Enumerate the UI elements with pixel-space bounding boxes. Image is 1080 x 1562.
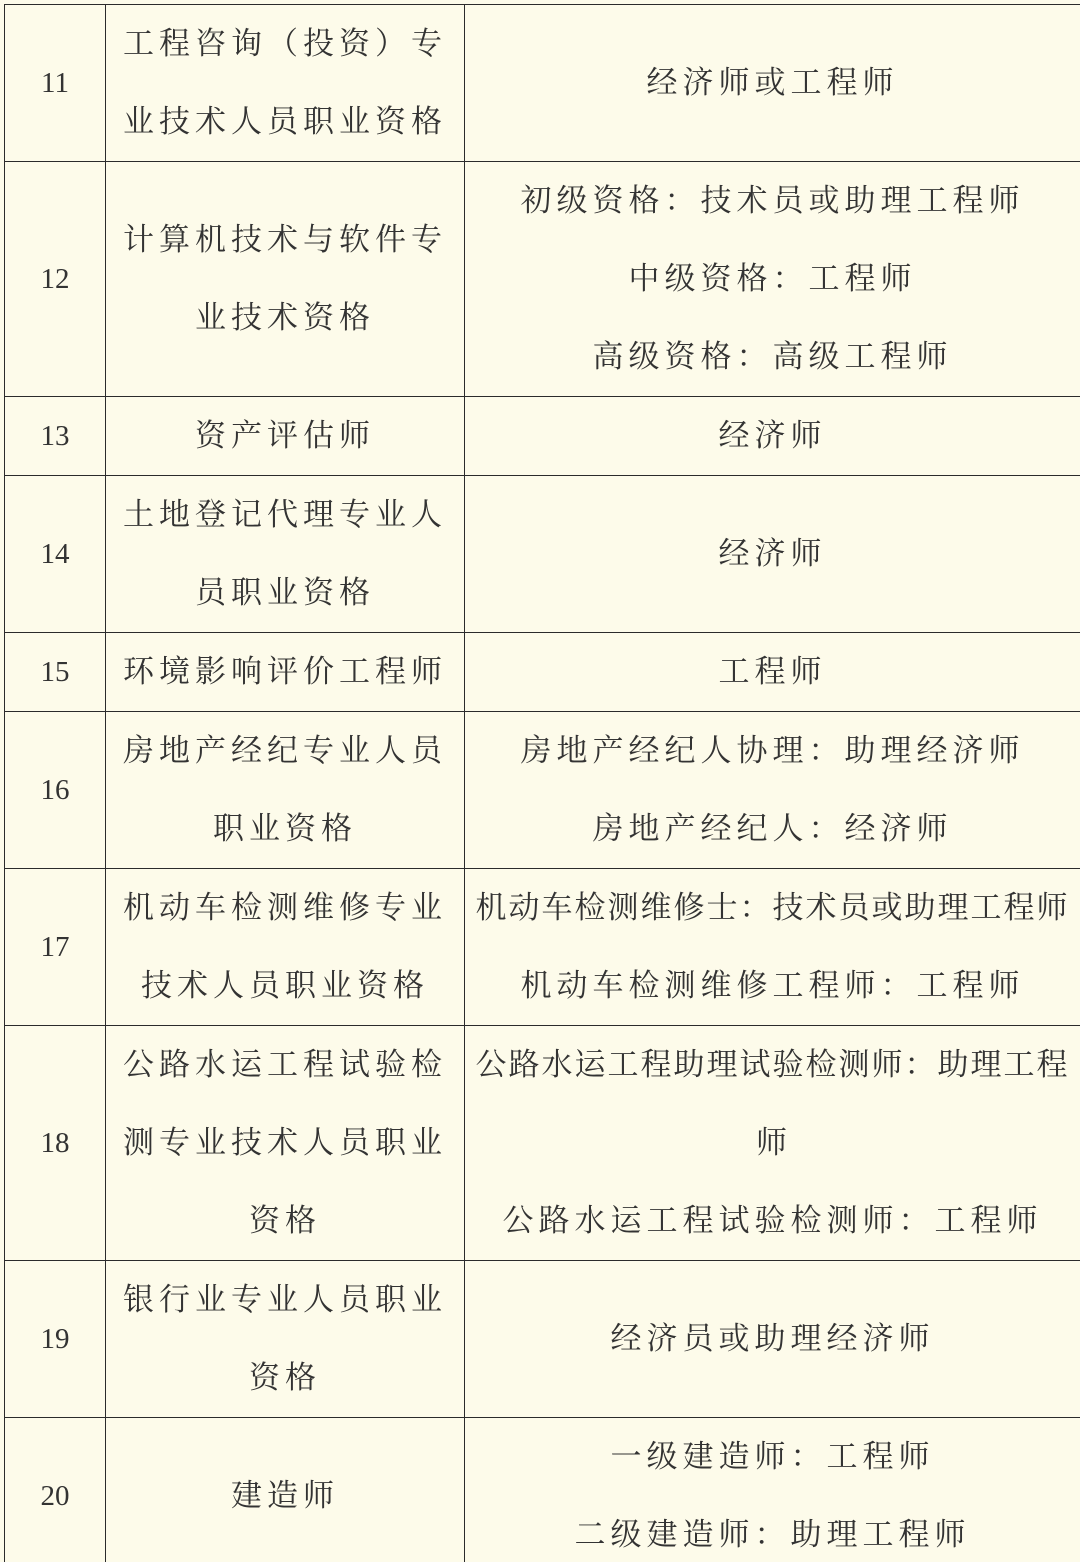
row-number: 17 [5,869,106,1026]
row-number: 16 [5,712,106,869]
equivalent-line: 房地产经纪人协理：助理经济师 [520,733,1025,769]
equivalent-line: 公路水运工程试验检测师：工程师 [502,1203,1043,1239]
row-number: 13 [5,397,106,476]
table-row [5,869,1080,1026]
equivalent-line: 初级资格：技术员或助理工程师 [520,183,1025,219]
equivalent-line: 一级建造师：工程师 [610,1439,935,1475]
qualification-table [4,4,1080,1562]
equivalent-line: 经济员或助理经济师 [610,1321,935,1357]
row-number: 15 [5,633,106,712]
table-row [5,397,1080,476]
title-equivalent [465,869,1080,1026]
table-row [5,1026,1080,1261]
row-number: 14 [5,476,106,633]
equivalent-line: 二级建造师：助理工程师 [574,1517,971,1553]
title-equivalent [465,476,1080,633]
row-number: 11 [5,5,106,162]
row-number: 18 [5,1026,106,1261]
row-number: 19 [5,1261,106,1418]
title-equivalent [465,5,1080,162]
qualification-name: 建造师 [106,1418,465,1562]
qualification-name: 计算机技术与软件专业技术资格 [106,162,465,397]
row-number: 12 [5,162,106,397]
equivalent-line: 高级资格：高级工程师 [592,339,953,375]
equivalent-line: 工程师 [718,654,827,690]
table-row [5,1418,1080,1562]
equivalent-line: 机动车检测维修工程师：工程师 [520,968,1025,1004]
equivalent-line: 经济师或工程师 [646,65,899,101]
qualification-name: 资产评估师 [106,397,465,476]
equivalent-line: 经济师 [718,536,827,572]
table-row [5,5,1080,162]
title-equivalent [465,633,1080,712]
equivalent-line: 房地产经纪人：经济师 [592,811,953,847]
qualification-name: 工程咨询（投资）专业技术人员职业资格 [106,5,465,162]
qualification-name: 房地产经纪专业人员职业资格 [106,712,465,869]
title-equivalent [465,162,1080,397]
table-row [5,162,1080,397]
table-row [5,712,1080,869]
qualification-name: 土地登记代理专业人员职业资格 [106,476,465,633]
qualification-name: 机动车检测维修专业技术人员职业资格 [106,869,465,1026]
title-equivalent [465,1026,1080,1261]
equivalent-line: 经济师 [718,418,827,454]
table-row [5,1261,1080,1418]
title-equivalent [465,397,1080,476]
equivalent-line: 公路水运工程助理试验检测师：助理工程师 [475,1047,1070,1161]
table-row [5,633,1080,712]
title-equivalent [465,712,1080,869]
row-number: 20 [5,1418,106,1562]
equivalent-line: 中级资格：工程师 [628,261,917,297]
equivalent-line: 机动车检测维修士：技术员或助理工程师 [475,890,1070,926]
qualification-name: 银行业专业人员职业资格 [106,1261,465,1418]
title-equivalent [465,1261,1080,1418]
table-row [5,476,1080,633]
qualification-name: 公路水运工程试验检测专业技术人员职业资格 [106,1026,465,1261]
title-equivalent [465,1418,1080,1562]
qualification-name: 环境影响评价工程师 [106,633,465,712]
